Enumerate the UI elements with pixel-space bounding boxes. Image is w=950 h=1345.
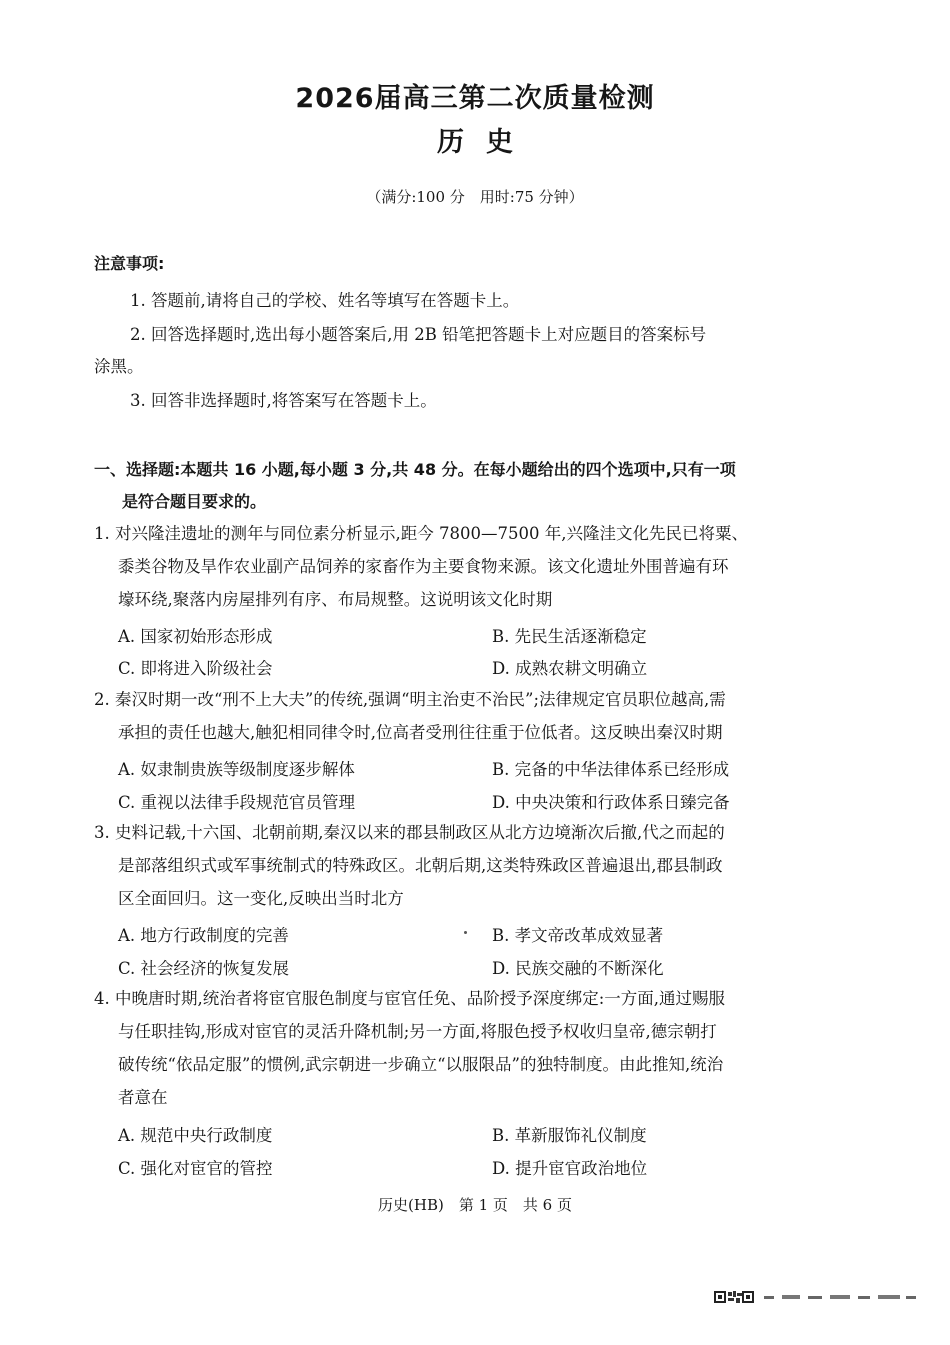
question-line: 4. 中晚唐时期,统治者将宦官服色制度与宦官任免、品阶授予深度绑定:一方面,通过赐服 (94, 989, 726, 1008)
option-c: C. 重视以法律手段规范官员管理 (118, 793, 356, 812)
question-line: 与任职挂钩,形成对宦官的灵活升降机制;另一方面,将服色授予权收归皇帝,德宗朝打 (118, 1022, 717, 1041)
option-b: B. 孝文帝改革成效显著 (492, 926, 664, 945)
option-a: A. 奴隶制贵族等级制度逐步解体 (118, 760, 355, 779)
question-line: 破传统“依品定服”的惯例,武宗朝进一步确立“以服限品”的独特制度。由此推知,统治 (118, 1055, 724, 1074)
section-heading-cont: 是符合题目要求的。 (122, 492, 267, 511)
subject-title: 历史 (437, 127, 535, 158)
watermark-logo (714, 1290, 754, 1304)
option-b: B. 革新服饰礼仪制度 (492, 1126, 647, 1145)
note-item: 1. 答题前,请将自己的学校、姓名等填写在答题卡上。 (130, 291, 520, 310)
question-line: 者意在 (118, 1088, 168, 1107)
option-c: C. 社会经济的恢复发展 (118, 959, 290, 978)
option-d: D. 民族交融的不断深化 (492, 959, 664, 978)
option-a: A. 地方行政制度的完善 (118, 926, 289, 945)
question-line: 3. 史料记载,十六国、北朝前期,秦汉以来的郡县制政区从北方边境渐次后撤,代之而起的 (94, 823, 725, 842)
option-a: A. 规范中央行政制度 (118, 1126, 273, 1145)
question-2-stem (94, 683, 834, 749)
note-item: 2. 回答选择题时,选出每小题答案后,用 2B 铅笔把答题卡上对应题目的答案标号 (130, 325, 707, 344)
question-3-stem (94, 816, 834, 915)
option-d: D. 提升宦官政治地位 (492, 1159, 648, 1178)
section-heading: 一、选择题:本题共 16 小题,每小题 3 分,共 48 分。在每小题给出的四个选项中,只有一项 (94, 460, 736, 479)
option-d: D. 成熟农耕文明确立 (492, 659, 648, 678)
stray-dot (464, 931, 467, 934)
question-line: 区全面回归。这一变化,反映出当时北方 (118, 889, 404, 908)
question-line: 壕环绕,聚落内房屋排列有序、布局规整。这说明该文化时期 (118, 590, 553, 609)
notes-title: 注意事项: (94, 254, 165, 273)
watermark-smudge (760, 1290, 920, 1304)
question-line: 1. 对兴隆洼遗址的测年与同位素分析显示,距今 7800—7500 年,兴隆洼文化先民已将粟、 (94, 524, 748, 543)
question-line: 2. 秦汉时期一改“刑不上大夫”的传统,强调“明主治吏不治民”;法律规定官员职位越高,需 (94, 690, 726, 709)
question-line: 黍类谷物及旱作农业副产品饲养的家畜作为主要食物来源。该文化遗址外围普遍有环 (118, 557, 729, 576)
question-4-stem (94, 982, 834, 1114)
option-b: B. 先民生活逐渐稳定 (492, 627, 647, 646)
option-c: C. 即将进入阶级社会 (118, 659, 273, 678)
option-b: B. 完备的中华法律体系已经形成 (492, 760, 730, 779)
option-c: C. 强化对宦官的管控 (118, 1159, 273, 1178)
note-item: 3. 回答非选择题时,将答案写在答题卡上。 (130, 391, 437, 410)
option-d: D. 中央决策和行政体系日臻完备 (492, 793, 730, 812)
question-line: 承担的责任也越大,触犯相同律令时,位高者受刑往往重于位低者。这反映出秦汉时期 (118, 723, 723, 742)
page-footer: 历史(HB) 第 1 页 共 6 页 (378, 1196, 572, 1214)
question-1-stem (94, 517, 834, 616)
note-item: 涂黑。 (94, 357, 144, 376)
question-line: 是部落组织式或军事统制式的特殊政区。北朝后期,这类特殊政区普遍退出,郡县制政 (118, 856, 723, 875)
exam-title: 2026届高三第二次质量检测 (295, 83, 655, 114)
score-info: （满分:100 分 用时:75 分钟） (366, 188, 584, 206)
option-a: A. 国家初始形态形成 (118, 627, 273, 646)
